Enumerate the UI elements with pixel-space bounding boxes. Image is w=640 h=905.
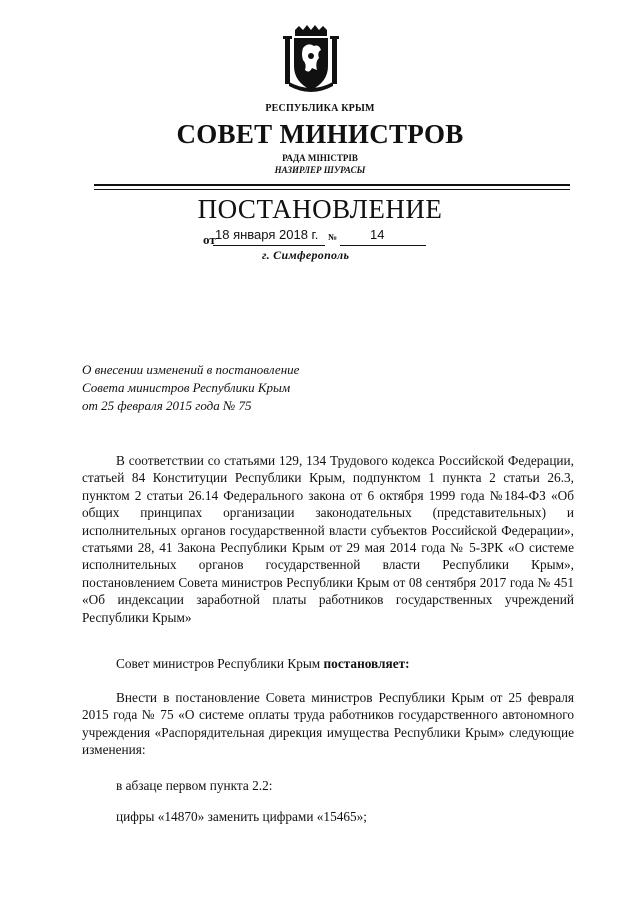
resolution-lead: Совет министров Республики Крым <box>116 656 324 671</box>
council-name: СОВЕТ МИНИСТРОВ <box>176 119 464 149</box>
header-divider-thin <box>94 189 570 190</box>
subject-line: Совета министров Республики Крым <box>82 380 291 395</box>
republic-name: РЕСПУБЛИКА КРЫМ <box>265 103 375 114</box>
date-underline <box>213 245 325 246</box>
council-name-crimean-tatar: НАЗИРЛЕР ШУРАСЫ <box>274 165 366 175</box>
amendment-paragraph: Внести в постановление Совета министров Республики Крым от 25 февраля 2015 года № 75 «О системе оплаты труда работников государственного автономного учреждения «Распорядительная дирекция имущества Республики Крым» следующие изменения: <box>82 690 574 758</box>
subject-line: от 25 февраля 2015 года № 75 <box>82 398 252 413</box>
document-date: 18 января 2018 г. <box>215 227 319 242</box>
council-name-ukrainian: РАДА МІНІСТРІВ <box>282 153 358 163</box>
crimea-coat-of-arms-icon <box>281 24 341 94</box>
document-type: ПОСТАНОВЛЕНИЕ <box>197 194 443 224</box>
resolution-verb: постановляет: <box>323 656 410 671</box>
subject-line: О внесении изменений в постановление <box>82 362 300 377</box>
preamble-paragraph: В соответствии со статьями 129, 134 Трудового кодекса Российской Федерации, статьей 84 Конституции Республики Крым, подпунктом 1 пункта 2 статьи 26.3, пунктом 2 статьи 26.14 Федерального закона от 6 октября 1999 года №184-ФЗ «Об общих принципах организации законодательных (представительных) и исполнительных органов государственной власти субъектов Российской Федерации», статьями 28, 41 Закона Республики Крым от 29 мая 2014 года № 5-ЗРК «О системе исполнительных органов государственной власти Республики Крым», постановлением Совета министров Республики Крым от 08 сентября 2017 года № 451 «Об индексации заработной платы работников государственных учреждений Республики Крым» <box>82 453 574 625</box>
date-prefix: от <box>203 232 216 247</box>
clause-paragraph: в абзаце первом пункта 2.2: <box>116 778 273 793</box>
document-subject <box>82 361 382 415</box>
number-underline <box>340 245 426 246</box>
document-city: г. Симферополь <box>262 248 350 262</box>
change-paragraph: цифры «14870» заменить цифрами «15465»; <box>116 809 368 824</box>
number-prefix: № <box>328 232 338 242</box>
document-number: 14 <box>370 227 385 242</box>
resolution-paragraph <box>82 655 574 672</box>
header-divider-thick <box>94 184 570 186</box>
